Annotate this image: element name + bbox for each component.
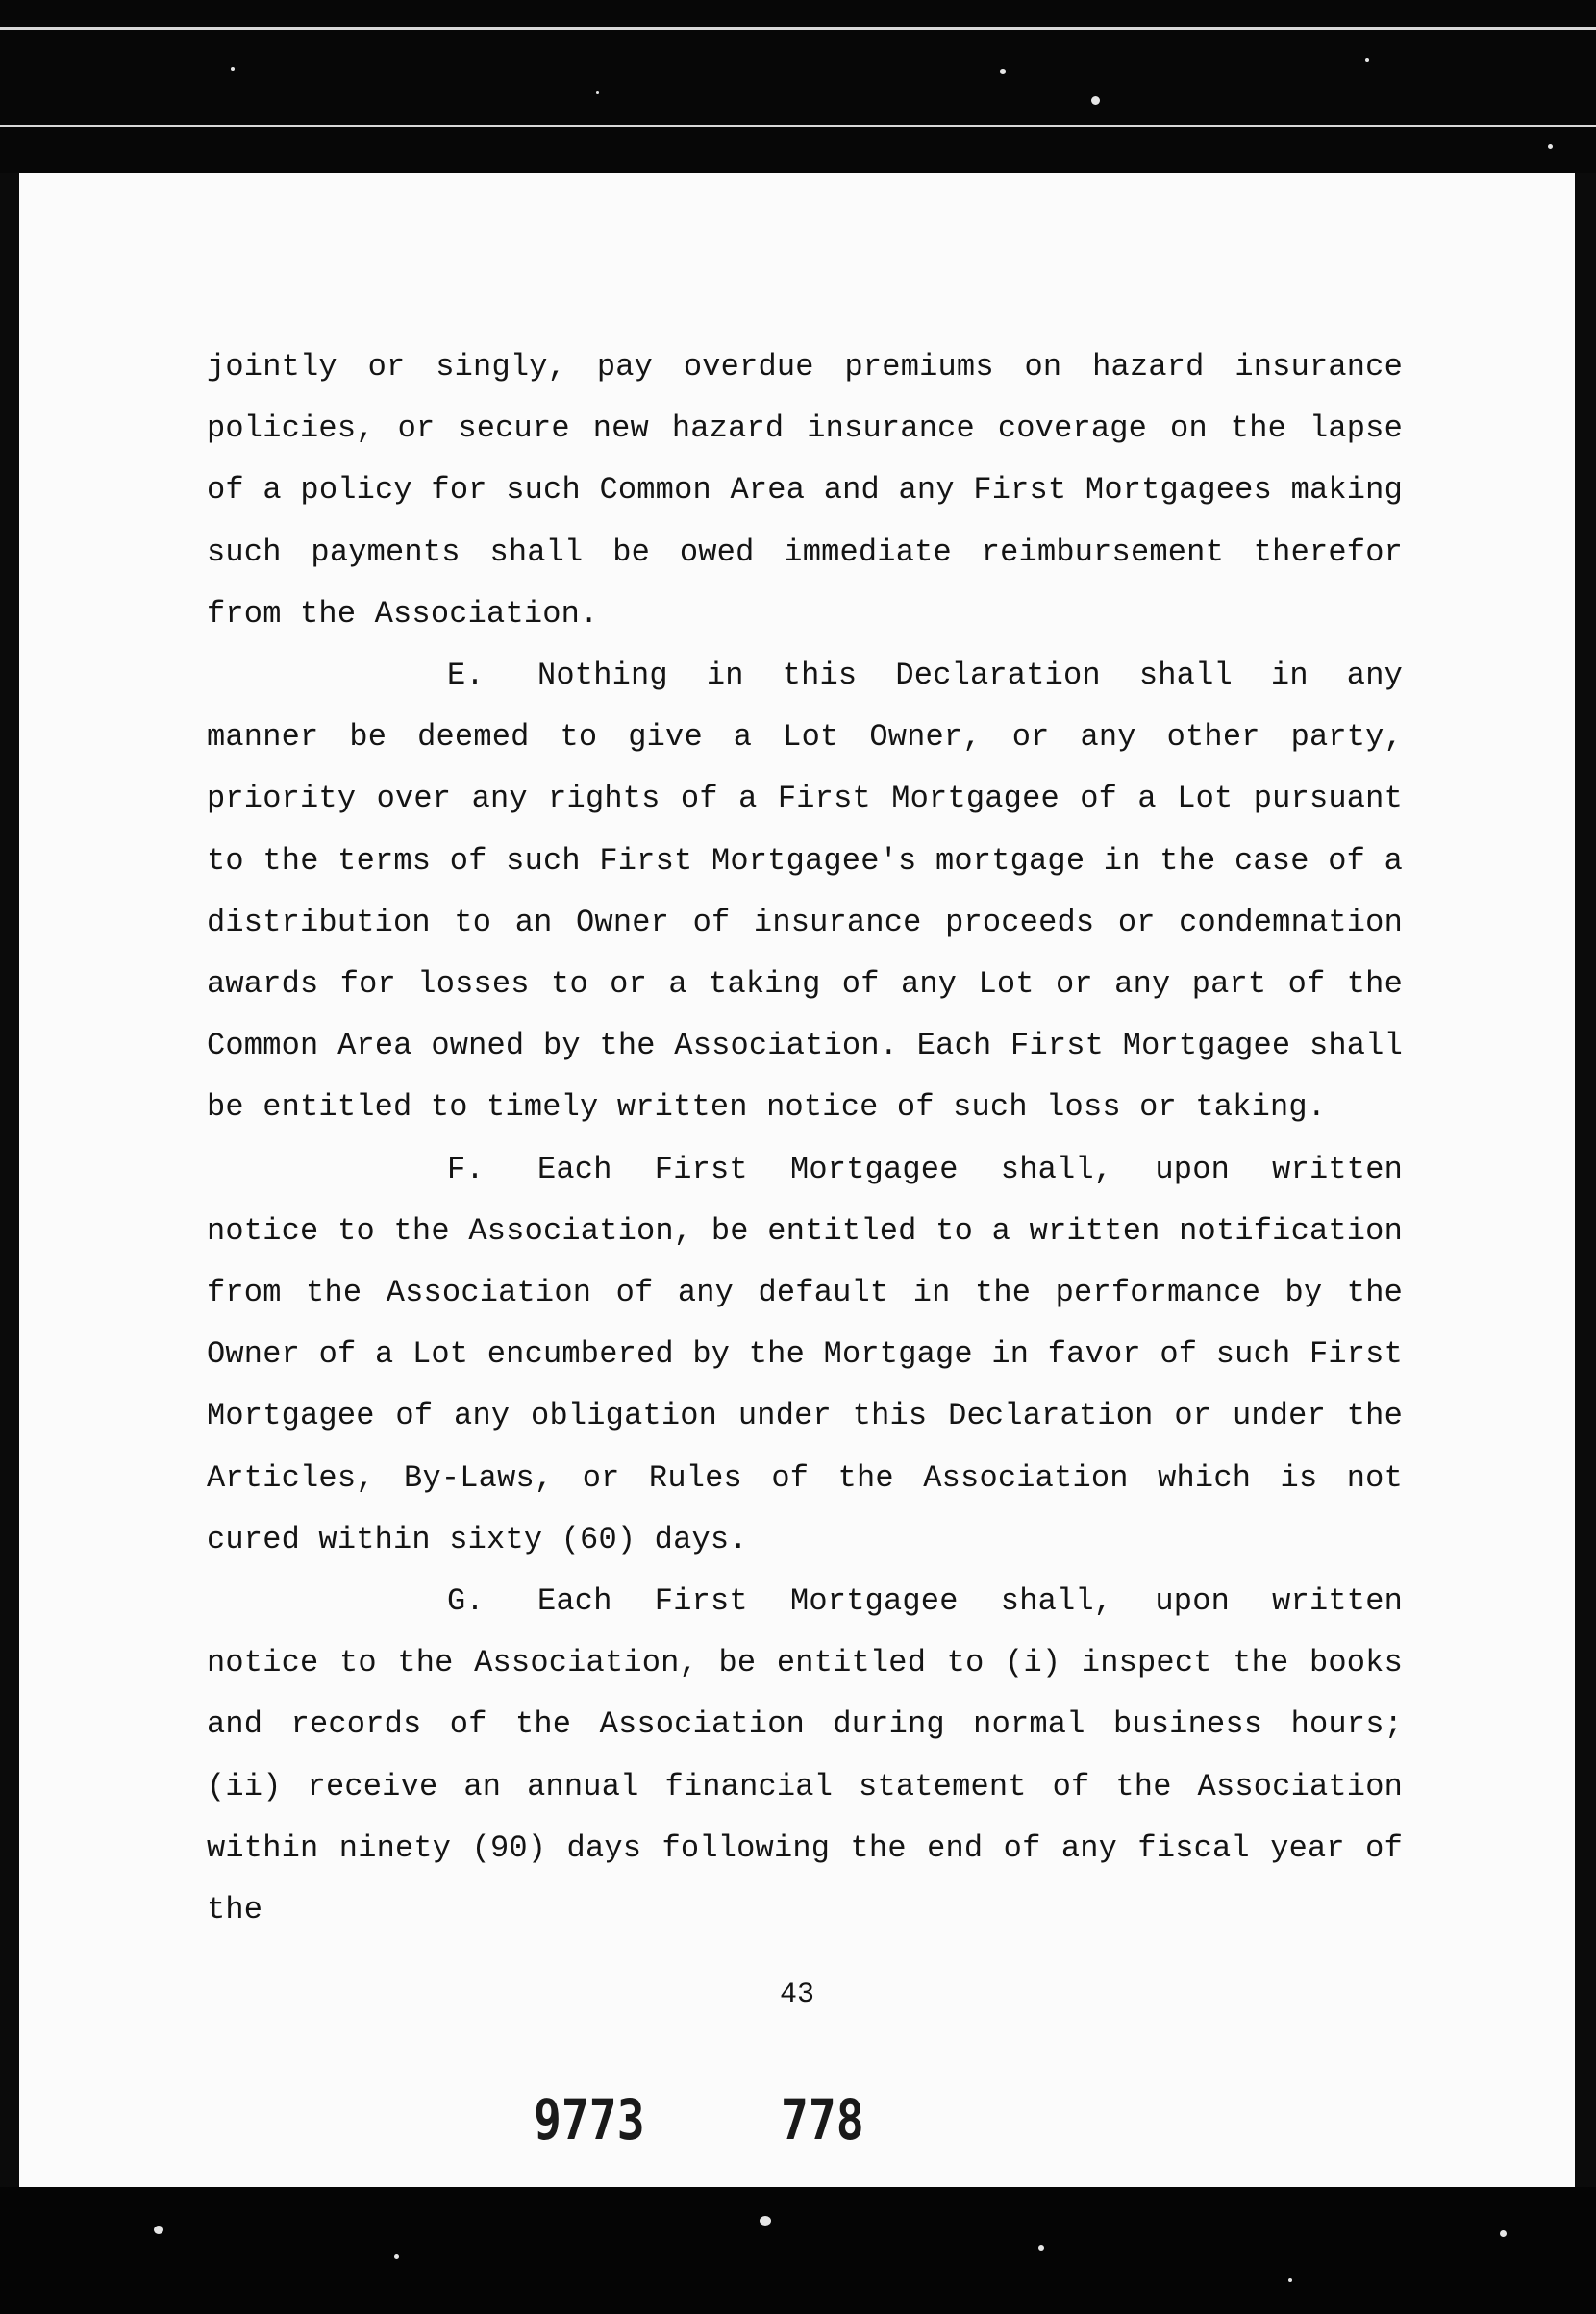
paragraph-text: jointly or singly, pay overdue premiums on hazard insurance policies, or secure new hazard insurance coverage on the lapse of a policy for such Common Area and any First Mortgagees making such payments shall be owed immediate reimbursement therefor from the Association. [207, 349, 1403, 632]
scan-bottom-border [0, 2187, 1596, 2314]
scan-artifact-line [0, 125, 1596, 127]
document-body [207, 336, 1403, 1941]
scan-speck [1000, 69, 1006, 74]
scan-speck [1038, 2245, 1044, 2251]
paragraph-text: Each First Mortgagee shall, upon written notice to the Association, be entitled to a written notification from the Association of any default in the performance by the Owner of a Lot encumbered by the Mortgage in favor of such First Mortgagee of any obligation under this Declaration or under the Articles, By-Laws, or Rules of the Association which is not cured within sixty (60) days. [207, 1151, 1403, 1557]
paragraph-f [207, 1139, 1403, 1571]
scan-speck [1091, 96, 1100, 105]
scan-speck [1365, 58, 1369, 62]
scan-top-border [0, 0, 1596, 173]
book-stamp: 9773 [534, 2088, 645, 2153]
scan-speck [1288, 2278, 1292, 2282]
scan-artifact-line [0, 27, 1596, 30]
section-label: F. [447, 1151, 485, 1187]
scan-speck [231, 67, 235, 71]
scan-speck [596, 91, 599, 94]
scan-speck [154, 2226, 163, 2234]
paragraph-continuation [207, 336, 1403, 645]
page-stamp: 778 [781, 2088, 864, 2153]
page-number: 43 [779, 1978, 814, 2011]
paragraph-e [207, 645, 1403, 1139]
paragraph-text: Nothing in this Declaration shall in any manner be deemed to give a Lot Owner, or any other party, priority over any rights of a First Mortgagee of a Lot pursuant to the terms of such First Mortgagee's mortgage in the case of a distribution to an Owner of insurance proceeds or condemnation awards for losses to or a taking of any Lot or any part of the Common Area owned by the Association. Each First Mortgagee shall be entitled to timely written notice of such loss or taking. [207, 658, 1403, 1126]
document-page [19, 173, 1575, 2187]
scan-speck [760, 2216, 771, 2226]
scan-speck [1500, 2230, 1507, 2237]
section-label: E. [447, 658, 485, 694]
scan-speck [394, 2254, 399, 2259]
paragraph-g [207, 1571, 1403, 1941]
paragraph-text: Each First Mortgagee shall, upon written notice to the Association, be entitled to (i) inspect the books and records of the Association during normal business hours; (ii) receive an annual financial statement of the Association within ninety (90) days following the end of any fiscal year of the [207, 1583, 1403, 1928]
scan-speck [1548, 144, 1553, 149]
section-label: G. [447, 1583, 485, 1620]
